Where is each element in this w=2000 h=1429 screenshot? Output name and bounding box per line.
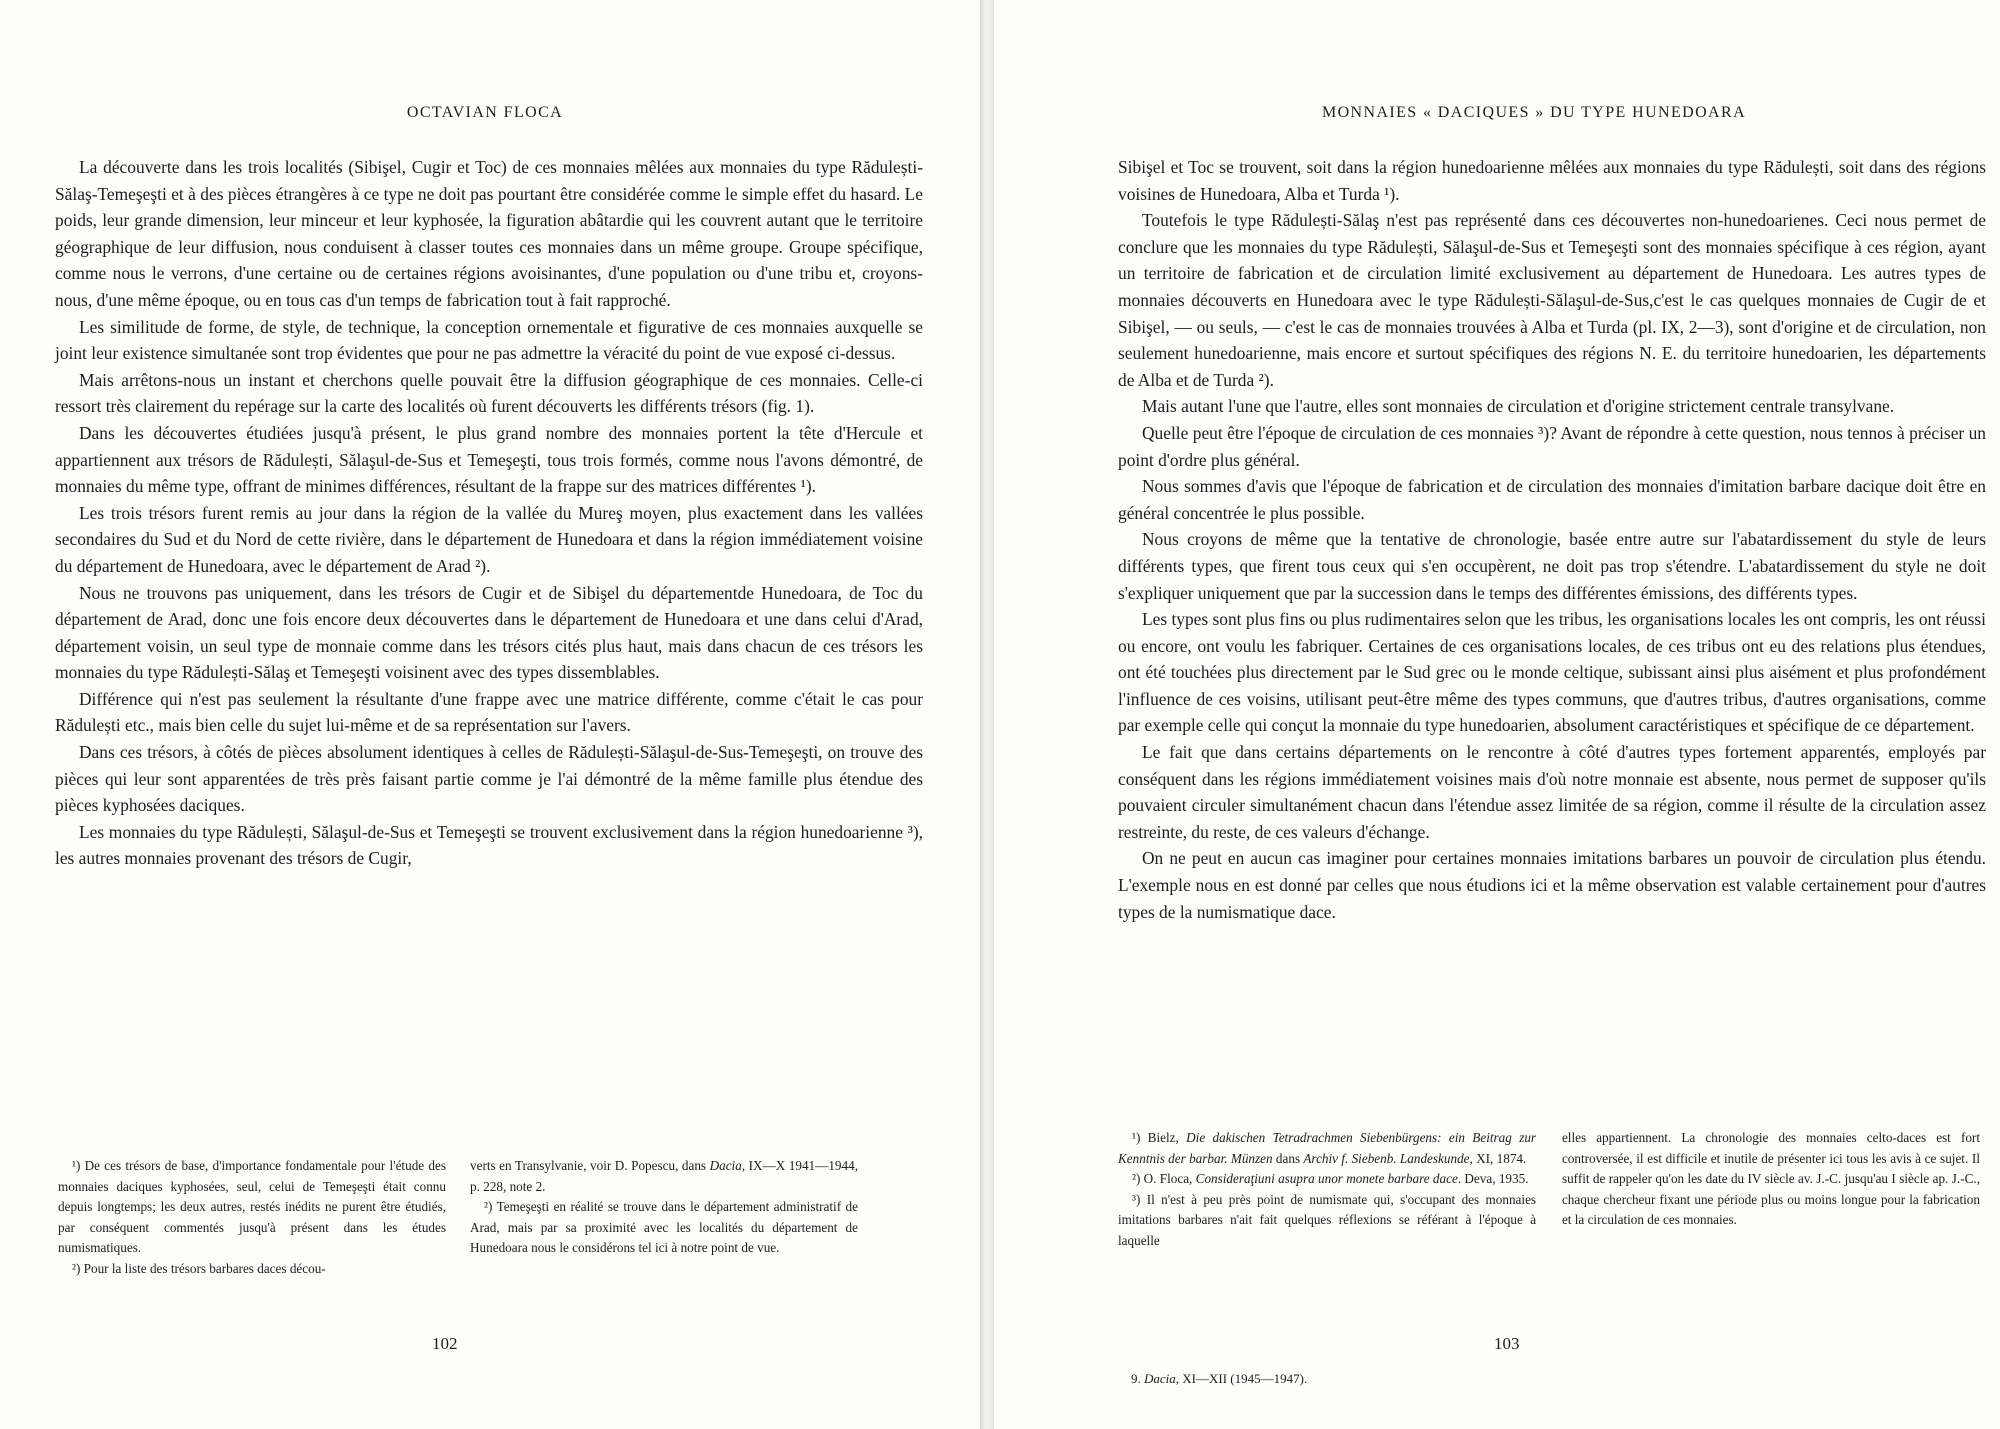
- book-title: Consideraţiuni asupra unor monete barbare dace: [1195, 1171, 1458, 1186]
- paragraph: On ne peut en aucun cas imaginer pour certaines monnaies imitations barbares un pouvoir de circulation plus étendu. L'exemple nous en est donné par celles que nous étudions ici et la même observation est valable certainement pour d'autres types de la numismatique dace.: [1118, 848, 1986, 922]
- left-page: [0, 0, 980, 1429]
- paragraph: Nous ne trouvons pas uniquement, dans les trésors de Cugir et de Sibişel du départementde Hunedoara, de Toc du département de Arad, donc une fois encore deux découvertes dans le département de Hunedoara et une dans celui d'Arad, département voisin, un seul type de monnaie comme dans les trésors cités plus haut, mais dans chacun de ces trésors les monnaies du type Rădulești-Sălaş et Temeşeşti voisinent avec des types dissemblables.: [55, 582, 923, 683]
- book-title: Die dakischen Tetradrachmen Siebenbürgens: ein Beitrag zur Kenntnis der barbar. Münzen: [1118, 1130, 1537, 1166]
- running-head-author: OCTAVIAN FLOCA: [406, 104, 564, 121]
- right-page: [994, 0, 2000, 1429]
- printer-signature: 9. Dacia, XI—XII (1945—1947).: [1131, 1371, 1308, 1386]
- paragraph: Quelle peut être l'époque de circulation de ces monnaies ³)? Avant de répondre à cette question, nous tennos à préciser un point d'ordre plus général.: [1118, 422, 1986, 470]
- paragraph: Différence qui n'est pas seulement la résultante d'une frappe avec une matrice différente, comme c'était le cas pour Rădulești etc., mais bien celle du sujet lui-même et de sa représentation sur l'avers.: [55, 688, 923, 736]
- running-head-title: MONNAIES « DACIQUES » DU TYPE HUNEDOARA: [1321, 104, 1747, 121]
- footnote: ¹) De ces trésors de base, d'importance fondamentale pour l'étude des monnaies daciques kyphosées, seul, celui de Temeşeşti était connu depuis longtemps; les deux autres, restés inédits ne purent être étudiés, par conséquent commentés jusqu'à présent dans les études numismatiques.: [58, 1158, 446, 1255]
- paragraph: Mais autant l'une que l'autre, elles sont monnaies de circulation et d'origine strictement centrale transylvane.: [1142, 396, 1895, 417]
- page-number: 102: [432, 1334, 458, 1353]
- left-footnotes: [58, 1156, 858, 1279]
- journal-title: Archiv f. Siebenb. Landeskunde: [1303, 1150, 1470, 1166]
- paragraph: Dans ces trésors, à côtés de pièces absolument identiques à celles de Rădulești-Sălaşul-de-Sus-Temeşeşti, on trouve des pièces qui leur sont apparentées de très près faisant partie comme je l'ai démontré de la même famille plus étendue des pièces kyphosées daciques.: [55, 742, 923, 816]
- page-number: 103: [1494, 1334, 1520, 1353]
- left-body-text: [55, 154, 923, 872]
- paragraph: Mais arrêtons-nous un instant et cherchons quelle pouvait être la diffusion géographique de ces monnaies. Celle-ci ressort très clairement du repérage sur la carte des localités où furent découverts les différents trésors (fig. 1).: [55, 369, 923, 417]
- paragraph: Toutefois le type Rădulești-Sălaş n'est pas représenté dans ces découvertes non-hunedoarienes. Ceci nous permet de conclure que les monnaies du type Rădulești, Sălaşul-de-Sus et Temeşeşti sont des monnaies spécifique à ces région, ayant un territoire de fabrication et de circulation limité exclusivement au département de Hunedoara. Les autres types de monnaies découverts en Hunedoara avec le type Rădulești-Sălaşul-de-Sus,c'est le cas quelques monnaies de Cugir de et Sibişel, — ou seuls, — c'est le cas de monnaies trouvées à Alba et Turda (pl. IX, 2—3), sont d'origine et de circulation, non seulement hunedoarienne, mais encore et surtout spécifiques des régions N. E. du territoire hunedoarien, les départements de Alba et de Turda ²).: [1118, 210, 1986, 390]
- paragraph: Les similitude de forme, de style, de technique, la conception ornementale et figurative de ces monnaies auxquelle se joint leur existence simultanée sont trop évidentes que pour ne pas admettre la véracité du point de vue exposé ci-dessus.: [55, 316, 923, 364]
- right-body-text: [1118, 154, 1986, 925]
- footnote-continuation: verts en Transylvanie, voir D. Popescu, dans Dacia, IX—X 1941—1944, p. 228, note 2.: [470, 1158, 858, 1194]
- footnote-column: [58, 1156, 446, 1279]
- footnote: ¹) Bielz, Die dakischen Tetradrachmen Siebenbürgens: ein Beitrag zur Kenntnis der barbar. Münzen dans Archiv f. Siebenb. Landeskunde, XI, 1874.: [1118, 1130, 1537, 1166]
- paragraph: Les trois trésors furent remis au jour dans la région de la vallée du Mureş moyen, plus exactement dans les vallées secondaires du Sud et du Nord de cette rivière, dans le département de Hunedoara et dans la région immédiatement voisine du département de Hunedoara, avec le département de Arad ²).: [55, 502, 923, 576]
- footnote-column: [1562, 1128, 1980, 1251]
- footnote-continuation: elles appartiennent. La chronologie des monnaies celto-daces est fort controversée, il est difficile et inutile de présenter ici tous les avis à ce sujet. Il suffit de rappeler qu'on les date du IV siècle av. J.-C. jusqu'au I siècle ap. J.-C., chaque chercheur fixant une période plus ou moins longue pour la fabrication et la circulation de ces monnaies.: [1561, 1130, 1980, 1227]
- paragraph: Le fait que dans certains départements on le rencontre à côté d'autres types fortement apparentés, employés par conséquent dans les régions immédiatement voisines mais d'où notre monnaie est absente, nous permet de supposer qu'ils pouvaient circuler simultanément chacun dans l'étendue assez limitée de sa région, comme il résulte de la circulation assez restreinte, du reste, de ces valeurs d'échange.: [1118, 742, 1986, 842]
- paragraph: Les monnaies du type Rădulești, Sălaşul-de-Sus et Temeşeşti se trouvent exclusivement dans la région hunedoarienne ³), les autres monnaies provenant des trésors de Cugir,: [55, 821, 923, 869]
- footnote-column: [470, 1156, 858, 1279]
- footnote-column: [1118, 1128, 1536, 1251]
- footnote: ³) Il n'est à peu près point de numismate qui, s'occupant des monnaies imitations barbares n'ait fait quelques réflexions se référant à l'époque à laquelle: [1118, 1191, 1537, 1248]
- paragraph: Nous sommes d'avis que l'époque de fabrication et de circulation des monnaies d'imitation barbare dacique doit être en général concentrée le plus possible.: [1118, 476, 1986, 523]
- right-footnotes: [1118, 1128, 1980, 1251]
- footnote: ²) O. Floca, Consideraţiuni asupra unor monete barbare dace. Deva, 1935.: [1132, 1171, 1529, 1186]
- paragraph: Les types sont plus fins ou plus rudimentaires selon que les tribus, les organisations locales les ont compris, les ont réussi ou encore, ont voulu les fabriquer. Certaines de ces organisations locales, de ces tribus ont eu des relations plus étendues, ont été touchées plus directement par le Sud grec ou le monde celtique, subissant ainsi plus aisément et plus profondément l'influence de ces voisins, utilisant peut-être même des types communs, que d'autres tribus, d'autres organisations, comme par exemple celle qui conçut la monnaie du type hunedoarien, absolument caractéristiques et spécifique de ce département.: [1118, 609, 1986, 736]
- paragraph: La découverte dans les trois localités (Sibişel, Cugir et Toc) de ces monnaies mêlées aux monnaies du type Rădulești-Sălaş-Temeşeşti et à des pièces étrangères à ce type ne doit pas pourtant être considérée comme le simple effet du hasard. Le poids, leur grande dimension, leur minceur et leur kyphosée, la figuration abâtardie qui les couvrent autant que le territoire géographique de leur diffusion, nous conduisent à classer toutes ces monnaies dans un même groupe. Groupe spécifique, comme nous le verrons, d'une certaine ou de certaines régions avoisinantes, d'une population ou d'une tribu et, croyons-nous, d'une même époque, ou en tous cas d'un temps de fabrication tout à fait rapproché.: [55, 157, 923, 310]
- book-gutter: [980, 0, 994, 1429]
- paragraph: Sibişel et Toc se trouvent, soit dans la région hunedoarienne mêlées aux monnaies du type Rădulești, soit dans des régions voisines de Hunedoara, Alba et Turda ¹).: [1118, 157, 1986, 204]
- footnote: ²) Temeşeşti en réalité se trouve dans le département administratif de Arad, mais par sa proximité avec les localités du département de Hunedoara nous le considérons tel ici à notre point de vue.: [470, 1199, 858, 1255]
- paragraph: Dans les découvertes étudiées jusqu'à présent, le plus grand nombre des monnaies portent la tête d'Hercule et appartiennent aux trésors de Rădulești, Sălaşul-de-Sus et Temeşeşti, tous trois formés, comme nous l'avons démontré, de monnaies du même type, offrant de minimes différences, résultant de la frappe sur des matrices différentes ¹).: [55, 422, 923, 497]
- footnote: ²) Pour la liste des trésors barbares daces décou-: [72, 1260, 326, 1276]
- journal-title: Dacia: [709, 1158, 742, 1173]
- paragraph: Nous croyons de même que la tentative de chronologie, basée entre autre sur l'abatardissement du style de leurs différents types, que firent tous ceux qui s'en occupèrent, ne doit pas trop s'étendre. L'abatardissement du style ne doit s'expliquer uniquement que par la succession dans le temps des différentes émissions, des différents types.: [1118, 529, 1986, 603]
